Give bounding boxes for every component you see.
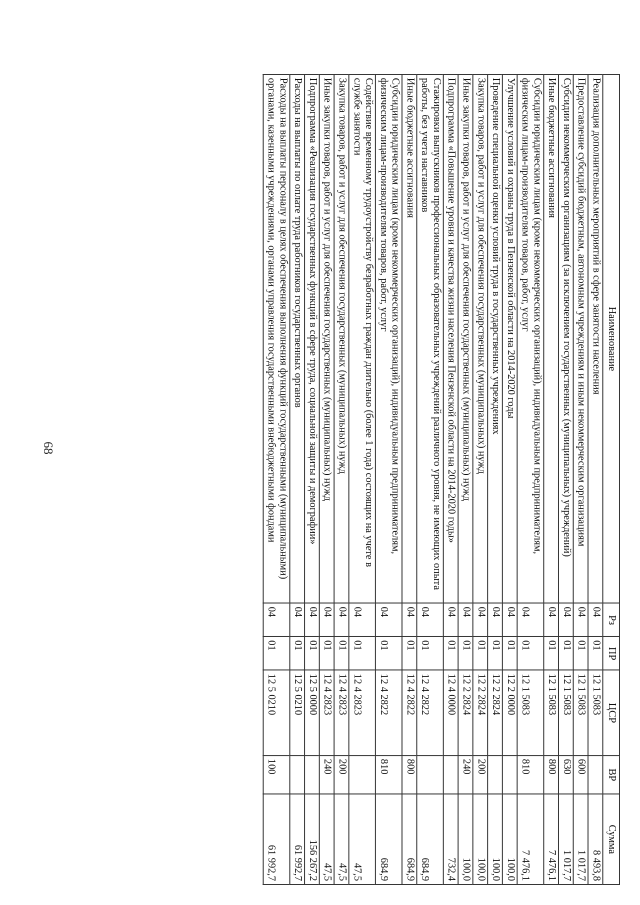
cell-name: Иные закупки товаров, работ и услуг для обеспечения государственных (муниципальных) нужд [458, 74, 473, 603]
cell-pr: 01 [558, 637, 573, 671]
cell-rz: 04 [544, 603, 559, 637]
cell-sum: 100,0 [488, 794, 503, 884]
cell-name: Субсидии некоммерческим организациям (за исключением государственных (муниципальных) учреждений) [558, 74, 573, 603]
cell-vr [588, 755, 603, 794]
table-row [290, 74, 305, 884]
cell-rz: 04 [402, 603, 417, 637]
cell-pr: 01 [458, 637, 473, 671]
cell-name: Закупка товаров, работ и услуг для обеспечения государственных (муниципальных) нужд [334, 74, 349, 603]
page-number: 68 [41, 441, 56, 455]
cell-csr: 12 4 2823 [349, 670, 376, 755]
cell-pr: 01 [305, 637, 320, 671]
cell-rz: 04 [349, 603, 376, 637]
cell-name: Реализация дополнительных мероприятий в сфере занятости населения [588, 74, 603, 603]
cell-name: Проведение специальной оценки условий труда в государственных учреждениях [488, 74, 503, 603]
header-name: Наименование [603, 74, 620, 603]
cell-sum: 156 267,2 [305, 794, 320, 884]
cell-sum: 7 476,1 [517, 794, 544, 884]
cell-pr: 01 [443, 637, 458, 671]
cell-pr: 01 [334, 637, 349, 671]
cell-name: Иные закупки товаров, работ и услуг для обеспечения государственных (муниципальных) нужд [319, 74, 334, 603]
cell-name: Содействие временному трудоустройству безработных граждан длительно (более 1 года) состоящих на учете в службе занятости [349, 74, 376, 603]
header-vr: ВР [603, 755, 620, 794]
cell-vr: 800 [544, 755, 559, 794]
cell-rz: 04 [417, 603, 444, 637]
table-row [263, 74, 290, 884]
table-row [349, 74, 376, 884]
table-row [305, 74, 320, 884]
cell-vr: 800 [402, 755, 417, 794]
cell-csr: 12 1 5083 [558, 670, 573, 755]
cell-csr: 12 1 5083 [544, 670, 559, 755]
cell-rz: 04 [263, 603, 290, 637]
table-row [573, 74, 588, 884]
table-row [319, 74, 334, 884]
table-row [517, 74, 544, 884]
cell-csr: 12 5 0000 [305, 670, 320, 755]
cell-csr: 12 2 2824 [458, 670, 473, 755]
cell-pr: 01 [349, 637, 376, 671]
cell-sum: 47,5 [319, 794, 334, 884]
budget-table [263, 74, 620, 885]
cell-vr [349, 755, 376, 794]
cell-rz: 04 [473, 603, 488, 637]
cell-name: Иные бюджетные ассигнования [544, 74, 559, 603]
table-row [443, 74, 458, 884]
cell-pr: 01 [488, 637, 503, 671]
cell-csr: 12 1 5083 [573, 670, 588, 755]
cell-name: Субсидии юридическим лицам (кроме некоммерческих организаций), индивидуальным предпринимателям, физическим лицам-производителям товаров, работ, услуг [375, 74, 402, 603]
cell-sum: 8 493,8 [588, 794, 603, 884]
cell-pr: 01 [290, 637, 305, 671]
cell-name: Подпрограмма «Реализация государственных функций в сфере труда, социальной защиты и демографии» [305, 74, 320, 603]
cell-name: Закупка товаров, работ и услуг для обеспечения государственных (муниципальных) нужд [473, 74, 488, 603]
cell-csr: 12 1 5083 [588, 670, 603, 755]
table-row [334, 74, 349, 884]
cell-name: Предоставление субсидий бюджетным, автономным учреждениям и иным некоммерческим организациям [573, 74, 588, 603]
cell-rz: 04 [458, 603, 473, 637]
cell-csr: 12 2 2824 [473, 670, 488, 755]
table-row [458, 74, 473, 884]
cell-pr: 01 [402, 637, 417, 671]
cell-sum: 684,9 [402, 794, 417, 884]
cell-csr: 12 4 2823 [334, 670, 349, 755]
table-row [417, 74, 444, 884]
table-row [544, 74, 559, 884]
cell-sum: 61 992,7 [290, 794, 305, 884]
cell-sum: 47,5 [334, 794, 349, 884]
cell-sum: 100,0 [458, 794, 473, 884]
cell-name: Расходы на выплаты персоналу в целях обеспечения выполнения функций государственными (муниципальными) органами, казенными учреждениями, органами управления государственными внебюджетными фондами [263, 74, 290, 603]
table-row [402, 74, 417, 884]
cell-name: Субсидии юридическим лицам (кроме некоммерческих организаций), индивидуальным предпринимателям, физическим лицам-производителям товаров, работ, услуг [517, 74, 544, 603]
cell-rz: 04 [319, 603, 334, 637]
header-rz: Рз [603, 603, 620, 637]
table-row [558, 74, 573, 884]
cell-pr: 01 [573, 637, 588, 671]
cell-sum: 684,9 [375, 794, 402, 884]
cell-sum: 1 017,7 [573, 794, 588, 884]
cell-name: Подпрограмма «Повышение уровня и качества жизни населения Пензенской области на 2014-2020 годы» [443, 74, 458, 603]
cell-pr: 01 [473, 637, 488, 671]
cell-vr [488, 755, 503, 794]
rotated-table-container [148, 74, 620, 885]
cell-pr: 01 [502, 637, 517, 671]
cell-vr: 100 [263, 755, 290, 794]
cell-vr: 200 [473, 755, 488, 794]
cell-rz: 04 [334, 603, 349, 637]
cell-vr: 200 [334, 755, 349, 794]
cell-rz: 04 [573, 603, 588, 637]
cell-rz: 04 [443, 603, 458, 637]
cell-rz: 04 [558, 603, 573, 637]
cell-name: Улучшение условий и охраны труда в Пензенской области на 2014-2020 годы [502, 74, 517, 603]
cell-csr: 12 4 0000 [443, 670, 458, 755]
cell-pr: 01 [417, 637, 444, 671]
cell-rz: 04 [502, 603, 517, 637]
cell-vr [502, 755, 517, 794]
cell-sum: 47,5 [349, 794, 376, 884]
cell-name: Стажировки выпускников профессиональных образовательных учреждений различного уровня, не имеющих опыта работы, без учета наставников [417, 74, 444, 603]
cell-csr: 12 1 5083 [517, 670, 544, 755]
cell-sum: 732,4 [443, 794, 458, 884]
cell-rz: 04 [488, 603, 503, 637]
cell-csr: 12 4 2822 [402, 670, 417, 755]
cell-vr [417, 755, 444, 794]
header-pr: ПР [603, 637, 620, 671]
cell-sum: 7 476,1 [544, 794, 559, 884]
table-row [375, 74, 402, 884]
cell-sum: 61 992,7 [263, 794, 290, 884]
table-body [263, 74, 603, 884]
cell-pr: 01 [319, 637, 334, 671]
cell-rz: 04 [305, 603, 320, 637]
table-row [502, 74, 517, 884]
cell-vr [290, 755, 305, 794]
cell-sum: 684,9 [417, 794, 444, 884]
cell-pr: 01 [263, 637, 290, 671]
cell-vr: 630 [558, 755, 573, 794]
cell-csr: 12 4 2822 [417, 670, 444, 755]
cell-name: Иные бюджетные ассигнования [402, 74, 417, 603]
cell-csr: 12 2 2824 [488, 670, 503, 755]
cell-pr: 01 [544, 637, 559, 671]
cell-rz: 04 [375, 603, 402, 637]
cell-sum: 100,0 [502, 794, 517, 884]
table-row [473, 74, 488, 884]
cell-csr: 12 5 0210 [263, 670, 290, 755]
table-row [588, 74, 603, 884]
header-csr: ЦСР [603, 670, 620, 755]
cell-vr: 810 [517, 755, 544, 794]
cell-rz: 04 [517, 603, 544, 637]
cell-rz: 04 [588, 603, 603, 637]
cell-vr [443, 755, 458, 794]
cell-pr: 01 [588, 637, 603, 671]
cell-csr: 12 4 2823 [319, 670, 334, 755]
cell-sum: 100,0 [473, 794, 488, 884]
cell-name: Расходы на выплаты по оплате труда работников государственных органов [290, 74, 305, 603]
cell-pr: 01 [375, 637, 402, 671]
cell-csr: 12 4 2822 [375, 670, 402, 755]
table-header-row [603, 74, 620, 884]
cell-vr: 240 [319, 755, 334, 794]
cell-rz: 04 [290, 603, 305, 637]
cell-pr: 01 [517, 637, 544, 671]
cell-vr [305, 755, 320, 794]
header-sum: Сумма [603, 794, 620, 884]
table-row [488, 74, 503, 884]
cell-vr: 240 [458, 755, 473, 794]
cell-sum: 1 017,7 [558, 794, 573, 884]
cell-vr: 810 [375, 755, 402, 794]
cell-vr: 600 [573, 755, 588, 794]
cell-csr: 12 2 0000 [502, 670, 517, 755]
cell-csr: 12 5 0210 [290, 670, 305, 755]
